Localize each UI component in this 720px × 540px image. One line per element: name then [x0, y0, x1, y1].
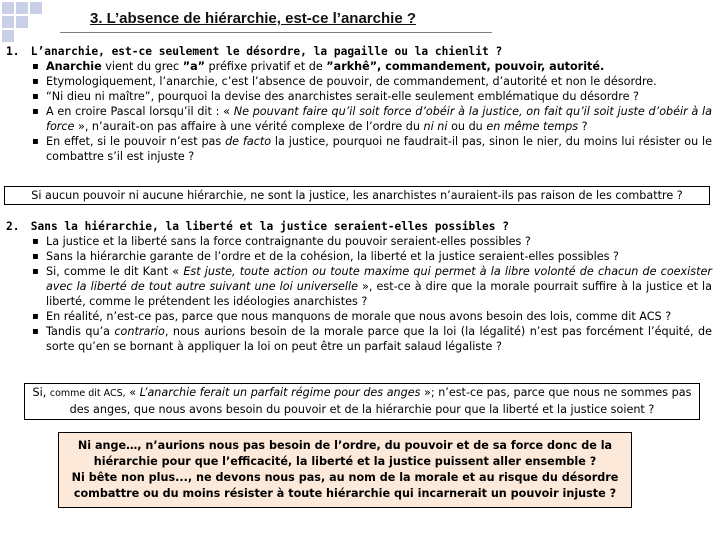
section-1-number: 1.: [6, 45, 20, 58]
text-run: , nous aurions besoin de la morale parce que la loi (la légalité) n’est pas forcément l’équité, de sorte qu’en se bornant à appliquer la loi on peut être un parfait salaud légaliste ?: [46, 325, 712, 353]
acs-quote: L’anarchie ferait un parfait régime pour des anges: [139, 386, 421, 399]
emphasis-contrario: contrario: [114, 325, 165, 338]
text-run: vient du grec: [101, 60, 183, 73]
list-item: [6, 59, 712, 74]
conclusion-box: [58, 432, 632, 508]
list-item: ▪ Sans la hiérarchie garante de l’ordre et de la cohésion, la liberté et la justice seraient-elles possibles ?: [6, 249, 712, 264]
list-item: ▪ “Ni dieu ni maître”, pourquoi la devise des anarchistes serait-elle seulement emblématique du désordre ?: [6, 89, 712, 104]
list-item: [6, 104, 712, 134]
text-run: ou du: [447, 120, 487, 133]
question-box-2: [24, 383, 700, 420]
text-run: », est-ce à dire que la morale pourrait suffire à la justice et la liberté, comme le prétendent les idéologies anarchistes ?: [46, 280, 713, 308]
emphasis-ni-ni: ni ni: [423, 120, 448, 133]
text-run: préfixe privatif et de: [204, 60, 327, 73]
slide-title: 3. L’absence de hiérarchie, est-ce l’anarchie ?: [90, 10, 416, 27]
section-2-list: [6, 234, 712, 354]
emphasis-en-meme-temps: en même temps: [486, 120, 579, 133]
pascal-quote: Ne pouvant faire qu’il soit force d’obéir à la justice, on fait qu’il soit juste d’obéir à la force: [46, 105, 712, 133]
section-2-heading: [6, 219, 712, 234]
text-run-small: comme dit ACS,: [49, 388, 126, 399]
text-run: »; n’est-ce pas, parce que nous ne sommes pas des anges, que nous avons besoin du pouvoir et de la hiérarchie pour que la liberté et la justice soient ?: [69, 386, 692, 416]
list-item: [6, 324, 712, 354]
text-run: », n’aurait-on pas affaire à une vérité complexe de l’ordre du: [74, 120, 424, 133]
keyword-a: ”a”: [182, 60, 205, 73]
text-run: A en croire Pascal lorsqu’il dit : «: [46, 105, 234, 118]
section-2: [6, 219, 712, 354]
list-item: ▪ En réalité, n’est-ce pas, parce que nous manquons de morale que nous avons besoin des lois, comme dit ACS ?: [6, 309, 712, 324]
question-box-1: Si aucun pouvoir ni aucune hiérarchie, ne sont la justice, les anarchistes n’auraient-ils pas raison de les combattre ?: [4, 186, 710, 205]
section-2-heading-text: Sans la hiérarchie, la liberté et la justice seraient-elles possibles ?: [30, 220, 509, 233]
text-run: En effet, si le pouvoir n’est pas: [46, 135, 226, 148]
text-run: «: [125, 386, 140, 399]
section-1-list: [6, 59, 712, 164]
title-underline: [60, 32, 492, 33]
text-run: Si,: [32, 386, 50, 399]
keyword-anarchie: Anarchie: [46, 60, 102, 73]
list-item: ▪ La justice et la liberté sans la force contraignante du pouvoir seraient-elles possibles ?: [6, 234, 712, 249]
keyword-arkhe: ”arkhê”, commandement, pouvoir, autorité.: [326, 60, 605, 73]
section-1: [6, 44, 712, 164]
text-run: Si, comme le dit Kant «: [46, 265, 184, 278]
section-2-number: 2.: [6, 220, 20, 233]
conclusion-paragraph-2: Ni bête non plus..., ne devons nous pas, au nom de la morale et au risque du désordre combattre ou du moins résister à toute hiérarchie qui incarnerait un pouvoir injuste ?: [71, 471, 619, 500]
list-item: [6, 134, 712, 164]
list-item: ▪ Etymologiquement, l’anarchie, c’est l’absence de pouvoir, de commandement, d’autorité et non le désordre.: [6, 74, 712, 89]
section-1-heading: [6, 44, 712, 59]
text-run: la justice, pourquoi ne faudrait-il pas, sinon le nier, du moins lui résister ou le combattre s’il est injuste ?: [46, 135, 713, 163]
text-run: ?: [578, 120, 588, 133]
text-run: Tandis qu’a: [46, 325, 115, 338]
kant-quote: Est juste, toute action ou toute maxime qui permet à la libre volonté de chacun de coexister avec la liberté de tout autre suivant une loi universelle: [46, 265, 712, 293]
conclusion-paragraph-1: Ni ange…, n’aurions nous pas besoin de l’ordre, du pouvoir et de sa force donc de la hiérarchie pour que l’efficacité, la liberté et la justice puissent aller ensemble ?: [77, 439, 613, 468]
section-1-heading-text: L’anarchie, est-ce seulement le désordre, la pagaille ou la chienlit ?: [30, 45, 503, 58]
title-area: [60, 8, 490, 30]
list-item: [6, 264, 712, 309]
emphasis-de-facto: de facto: [225, 135, 272, 148]
